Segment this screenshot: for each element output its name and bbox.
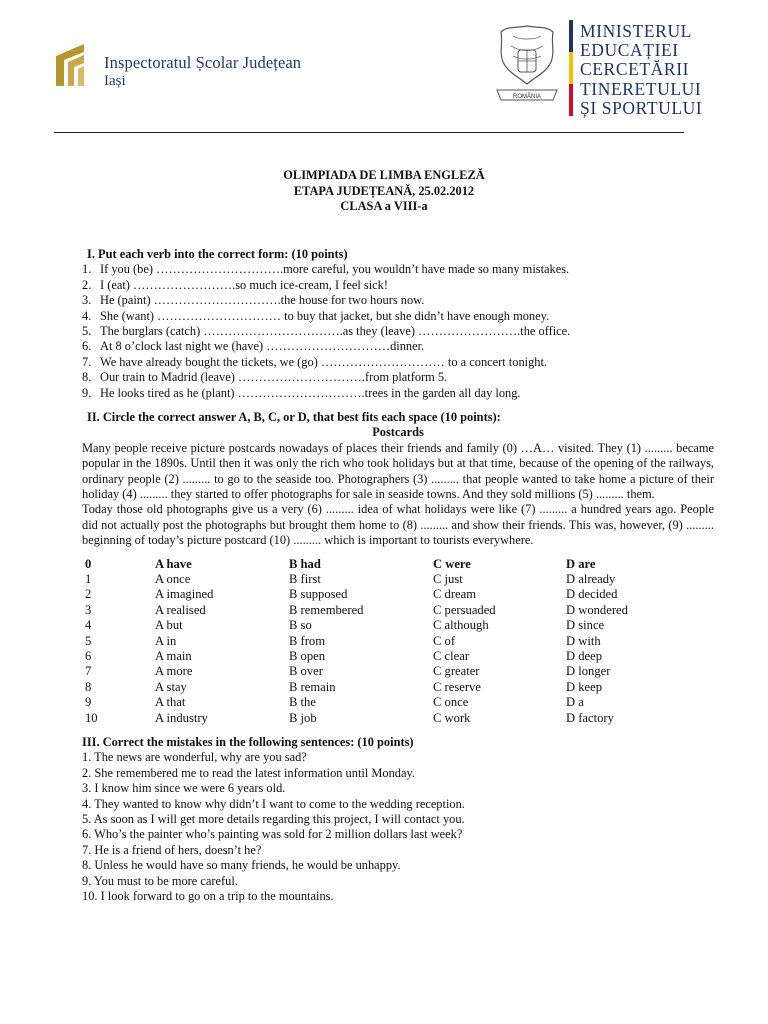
options-row: [85, 680, 686, 695]
options-row: [85, 695, 686, 710]
isj-name: Inspectoratul Școlar Județean: [104, 53, 302, 72]
option-cell: C were: [433, 556, 471, 571]
crest-ribbon-text: ROMÂNIA: [512, 94, 542, 100]
option-cell: D with: [566, 633, 601, 648]
option-cell: D wondered: [566, 602, 628, 617]
option-cell: B supposed: [289, 587, 348, 602]
item-text: Our train to Madrid (leave) ………………………….from platform 5.: [100, 370, 448, 385]
option-cell: C work: [433, 710, 471, 725]
option-cell: B the: [289, 695, 316, 710]
item-number: 2.: [82, 277, 92, 292]
option-cell: C reserve: [433, 679, 481, 694]
option-cell: 2: [85, 587, 92, 602]
exercise-item: [82, 278, 714, 293]
option-cell: A have: [155, 556, 192, 571]
option-cell: 0: [85, 556, 92, 571]
option-cell: C dream: [433, 587, 477, 602]
section-2-heading: II. Circle the correct answer A, B, C, or D, that best fits each space (10 points):: [87, 409, 501, 424]
exercise-item: 1. The news are wonderful, why are you sad?: [82, 750, 307, 765]
option-cell: 9: [85, 695, 92, 710]
option-cell: C greater: [433, 664, 480, 679]
item-text: I (eat) …………………….so much ice-cream, I feel sick!: [100, 277, 388, 292]
item-number: 6.: [82, 339, 92, 354]
section-1-list: [82, 262, 714, 401]
exercise-item: [82, 370, 714, 385]
option-cell: B remembered: [289, 602, 364, 617]
exercise-item: 4. They wanted to know why didn’t I want to come to the wedding reception.: [82, 796, 465, 811]
item-text: He (paint) ………………………….the house for two hours now.: [100, 293, 425, 308]
exercise-item: 5. As soon as I will get more details regarding this project, I will contact you.: [82, 811, 465, 826]
section-3-heading: III. Correct the mistakes in the following sentences: (10 points): [82, 735, 414, 750]
option-cell: C persuaded: [433, 602, 496, 617]
option-cell: 10: [85, 710, 98, 725]
option-cell: B so: [289, 618, 312, 633]
exercise-item: [82, 355, 714, 370]
exercise-item: 10. I look forward to go on a trip to the mountains.: [82, 888, 334, 903]
option-cell: B first: [289, 571, 321, 586]
options-row: [85, 649, 686, 664]
isj-city: Iași: [104, 73, 126, 89]
isj-logo-icon: [54, 42, 90, 88]
option-cell: D decided: [566, 587, 618, 602]
romania-crest-icon: [493, 22, 561, 108]
option-cell: D deep: [566, 648, 603, 663]
option-cell: A but: [155, 618, 183, 633]
exercise-item: 9. You must to be more careful.: [82, 873, 238, 888]
options-table: [85, 557, 686, 726]
exercise-item: [82, 262, 714, 277]
option-cell: 5: [85, 633, 92, 648]
options-row: [85, 572, 686, 587]
option-cell: A main: [155, 648, 192, 663]
option-cell: C just: [433, 571, 463, 586]
ministry-line: EDUCAȚIEI: [580, 40, 679, 61]
option-cell: 6: [85, 648, 92, 663]
tricolor-bar: [569, 20, 573, 116]
option-cell: 8: [85, 679, 92, 694]
item-number: 9.: [82, 385, 92, 400]
ministry-name: [580, 22, 702, 118]
exercise-item: 3. I know him since we were 6 years old.: [82, 781, 286, 796]
exercise-item: [82, 309, 714, 324]
option-cell: C once: [433, 695, 469, 710]
item-text: We have already bought the tickets, we (go) ………………………… to a concert tonight.: [100, 354, 548, 369]
option-cell: D already: [566, 571, 616, 586]
exercise-item: [82, 324, 714, 339]
option-cell: D longer: [566, 664, 611, 679]
item-number: 8.: [82, 370, 92, 385]
option-cell: B over: [289, 664, 323, 679]
options-header-row: [85, 557, 686, 572]
option-cell: B open: [289, 648, 326, 663]
passage-title: Postcards: [372, 425, 424, 440]
exercise-item: [82, 293, 714, 308]
option-cell: C of: [433, 633, 456, 648]
option-cell: B from: [289, 633, 326, 648]
item-text: He looks tired as he (plant) ………………………….trees in the garden all day long.: [100, 385, 521, 400]
exercise-item: [82, 386, 714, 401]
option-cell: C although: [433, 618, 489, 633]
header-divider: [54, 132, 684, 133]
option-cell: D keep: [566, 679, 603, 694]
ministry-line: ȘI SPORTULUI: [580, 97, 703, 118]
option-cell: B job: [289, 710, 317, 725]
options-row: [85, 634, 686, 649]
exercise-item: 2. She remembered me to read the latest information until Monday.: [82, 765, 415, 780]
item-number: 5.: [82, 323, 92, 338]
option-cell: A more: [155, 664, 193, 679]
title-line: CLASA a VIII-a: [340, 199, 428, 213]
option-cell: A realised: [155, 602, 206, 617]
exercise-item: 8. Unless he would have so many friends, he would be unhappy.: [82, 858, 401, 873]
passage-paragraph: Many people receive picture postcards nowadays of places their friends and family (0) …A… visited. They (1) ......... became popular in the 1890s. Until then it was only the rich who took holidays but at that time, because of the opening of the railways, ordinary people (2) ......... to go to the seaside too. Photographers (3) ......... that people wanted to take home a picture of their holiday (4) ......... they started to offer photographs for sale in seaside towns. And they sold millions (5) ......... them.: [82, 440, 714, 501]
options-row: [85, 587, 686, 602]
options-row: [85, 603, 686, 618]
option-cell: B had: [289, 556, 321, 571]
options-row: [85, 664, 686, 679]
option-cell: B remain: [289, 679, 336, 694]
ministry-line: CERCETĂRII: [580, 59, 690, 80]
item-text: If you (be) ………………………….more careful, you wouldn’t have made so many mistakes.: [100, 262, 570, 277]
ministry-line: TINERETULUI: [580, 78, 702, 99]
title-line: ETAPA JUDEȚEANĂ, 25.02.2012: [293, 183, 475, 198]
title-line: OLIMPIADA DE LIMBA ENGLEZĂ: [283, 168, 485, 182]
exercise-item: 6. Who’s the painter who’s painting was sold for 2 million dollars last week?: [82, 827, 463, 842]
options-row: [85, 711, 686, 726]
item-number: 1.: [82, 262, 92, 277]
option-cell: 4: [85, 618, 92, 633]
item-text: She (want) ………………………… to buy that jacket, but she didn’t have enough money.: [100, 308, 550, 323]
item-number: 3.: [82, 293, 92, 308]
option-cell: C clear: [433, 648, 470, 663]
options-row: [85, 618, 686, 633]
page-header: [0, 0, 768, 130]
exercise-item: [82, 339, 714, 354]
section-1-heading: I. Put each verb into the correct form: (10 points): [87, 247, 348, 261]
exam-title: [0, 168, 768, 215]
item-text: The burglars (catch) …………………………….as they (leave) …………………….the office.: [100, 323, 571, 338]
option-cell: 7: [85, 664, 92, 679]
option-cell: 1: [85, 571, 92, 586]
option-cell: D since: [566, 618, 605, 633]
item-text: At 8 o’clock last night we (have) …………………………dinner.: [100, 339, 425, 354]
option-cell: 3: [85, 602, 92, 617]
option-cell: A imagined: [155, 587, 214, 602]
option-cell: D are: [566, 556, 596, 571]
option-cell: A that: [155, 695, 186, 710]
ministry-line: MINISTERUL: [580, 21, 692, 41]
exercise-item: 7. He is a friend of hers, doesn’t he?: [82, 842, 262, 857]
exam-content: [82, 247, 714, 904]
option-cell: A stay: [155, 679, 187, 694]
option-cell: A once: [155, 571, 191, 586]
option-cell: A industry: [155, 710, 208, 725]
item-number: 7.: [82, 354, 92, 369]
passage-paragraph: Today those old photographs give us a very (6) ......... idea of what holidays were like (7) ......... a hundred years ago. People did not actually post the photographs but brought them home to (8) ......... and show their friends. This was, however, (9) ......... beginning of today’s picture postcard (10) ......... which is important to tourists everywhere.: [82, 502, 714, 548]
item-number: 4.: [82, 308, 92, 323]
option-cell: D a: [566, 695, 584, 710]
option-cell: D factory: [566, 710, 614, 725]
option-cell: A in: [155, 633, 177, 648]
section-3-list: [82, 750, 714, 904]
